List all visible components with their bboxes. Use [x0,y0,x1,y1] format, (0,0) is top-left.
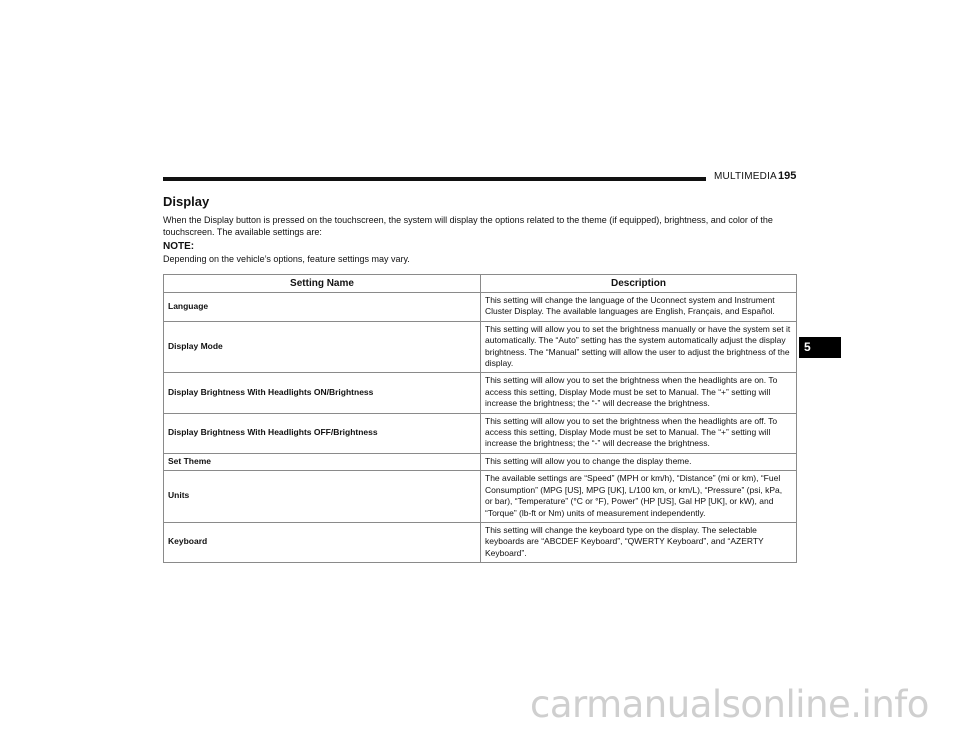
setting-description-cell: This setting will change the keyboard type on the display. The selectable keyboards are “ABCDEF Keyboard”, “QWERTY Keyboard”, and “AZERTY Keyboard”. [481,522,797,562]
page-number: 195 [778,170,797,182]
setting-name-cell: Display Brightness With Headlights OFF/Brightness [164,413,481,453]
setting-name-cell: Language [164,293,481,322]
header-rule [163,177,706,181]
note-label: NOTE: [163,241,195,252]
table-row [164,413,797,453]
table-row [164,373,797,413]
setting-description-cell: This setting will allow you to set the brightness when the headlights are off. To access this setting, Display Mode must be set to Manual. The “+” setting will increase the brightness; the “-” will decrease the brightness. [481,413,797,453]
table-row [164,293,797,322]
setting-description-cell: This setting will allow you to change the display theme. [481,453,797,470]
intro-paragraph: When the Display button is pressed on the touchscreen, the system will display the options related to the theme (if equipped), brightness, and color of the touchscreen. The available settings are: [163,215,773,237]
setting-description-cell: This setting will allow you to set the brightness when the headlights are on. To access this setting, Display Mode must be set to Manual. The “+” setting will increase the brightness; the “-” will decrease the brightness. [481,373,797,413]
setting-name-cell: Keyboard [164,522,481,562]
setting-name-cell: Display Mode [164,321,481,373]
settings-table [163,274,797,563]
column-header-description: Description [481,275,797,293]
watermark: carmanualsonline.info [530,683,929,726]
setting-name-cell: Set Theme [164,453,481,470]
table-row [164,321,797,373]
setting-name-cell: Display Brightness With Headlights ON/Brightness [164,373,481,413]
table-row [164,522,797,562]
table-header-row [164,275,797,293]
chapter-tab: 5 [799,337,841,358]
header-section-name: MULTIMEDIA [714,171,777,182]
setting-name-cell: Units [164,471,481,523]
table-row [164,453,797,470]
setting-description-cell: The available settings are “Speed” (MPH or km/h), “Distance” (mi or km), “Fuel Consumption” (MPG [US], MPG [UK], L/100 km, or km/L), “Pressure” (psi, kPa, or bar), “Temperature” (°C or °F), Power” (HP [US], Gal HP [UK], or kW), and “Torque” (lb-ft or Nm) units of measurement independently. [481,471,797,523]
section-title: Display [163,194,210,209]
setting-description-cell: This setting will change the language of the Uconnect system and Instrument Cluster Display. The available languages are English, Français, and Español. [481,293,797,322]
column-header-setting-name: Setting Name [164,275,481,293]
note-text: Depending on the vehicle’s options, feature settings may vary. [163,254,410,264]
setting-description-cell: This setting will allow you to set the brightness manually or have the system set it automatically. The “Auto” setting has the system automatically adjust the display brightness. The “Manual” setting will allow the user to adjust the brightness of the display. [481,321,797,373]
table-row [164,471,797,523]
